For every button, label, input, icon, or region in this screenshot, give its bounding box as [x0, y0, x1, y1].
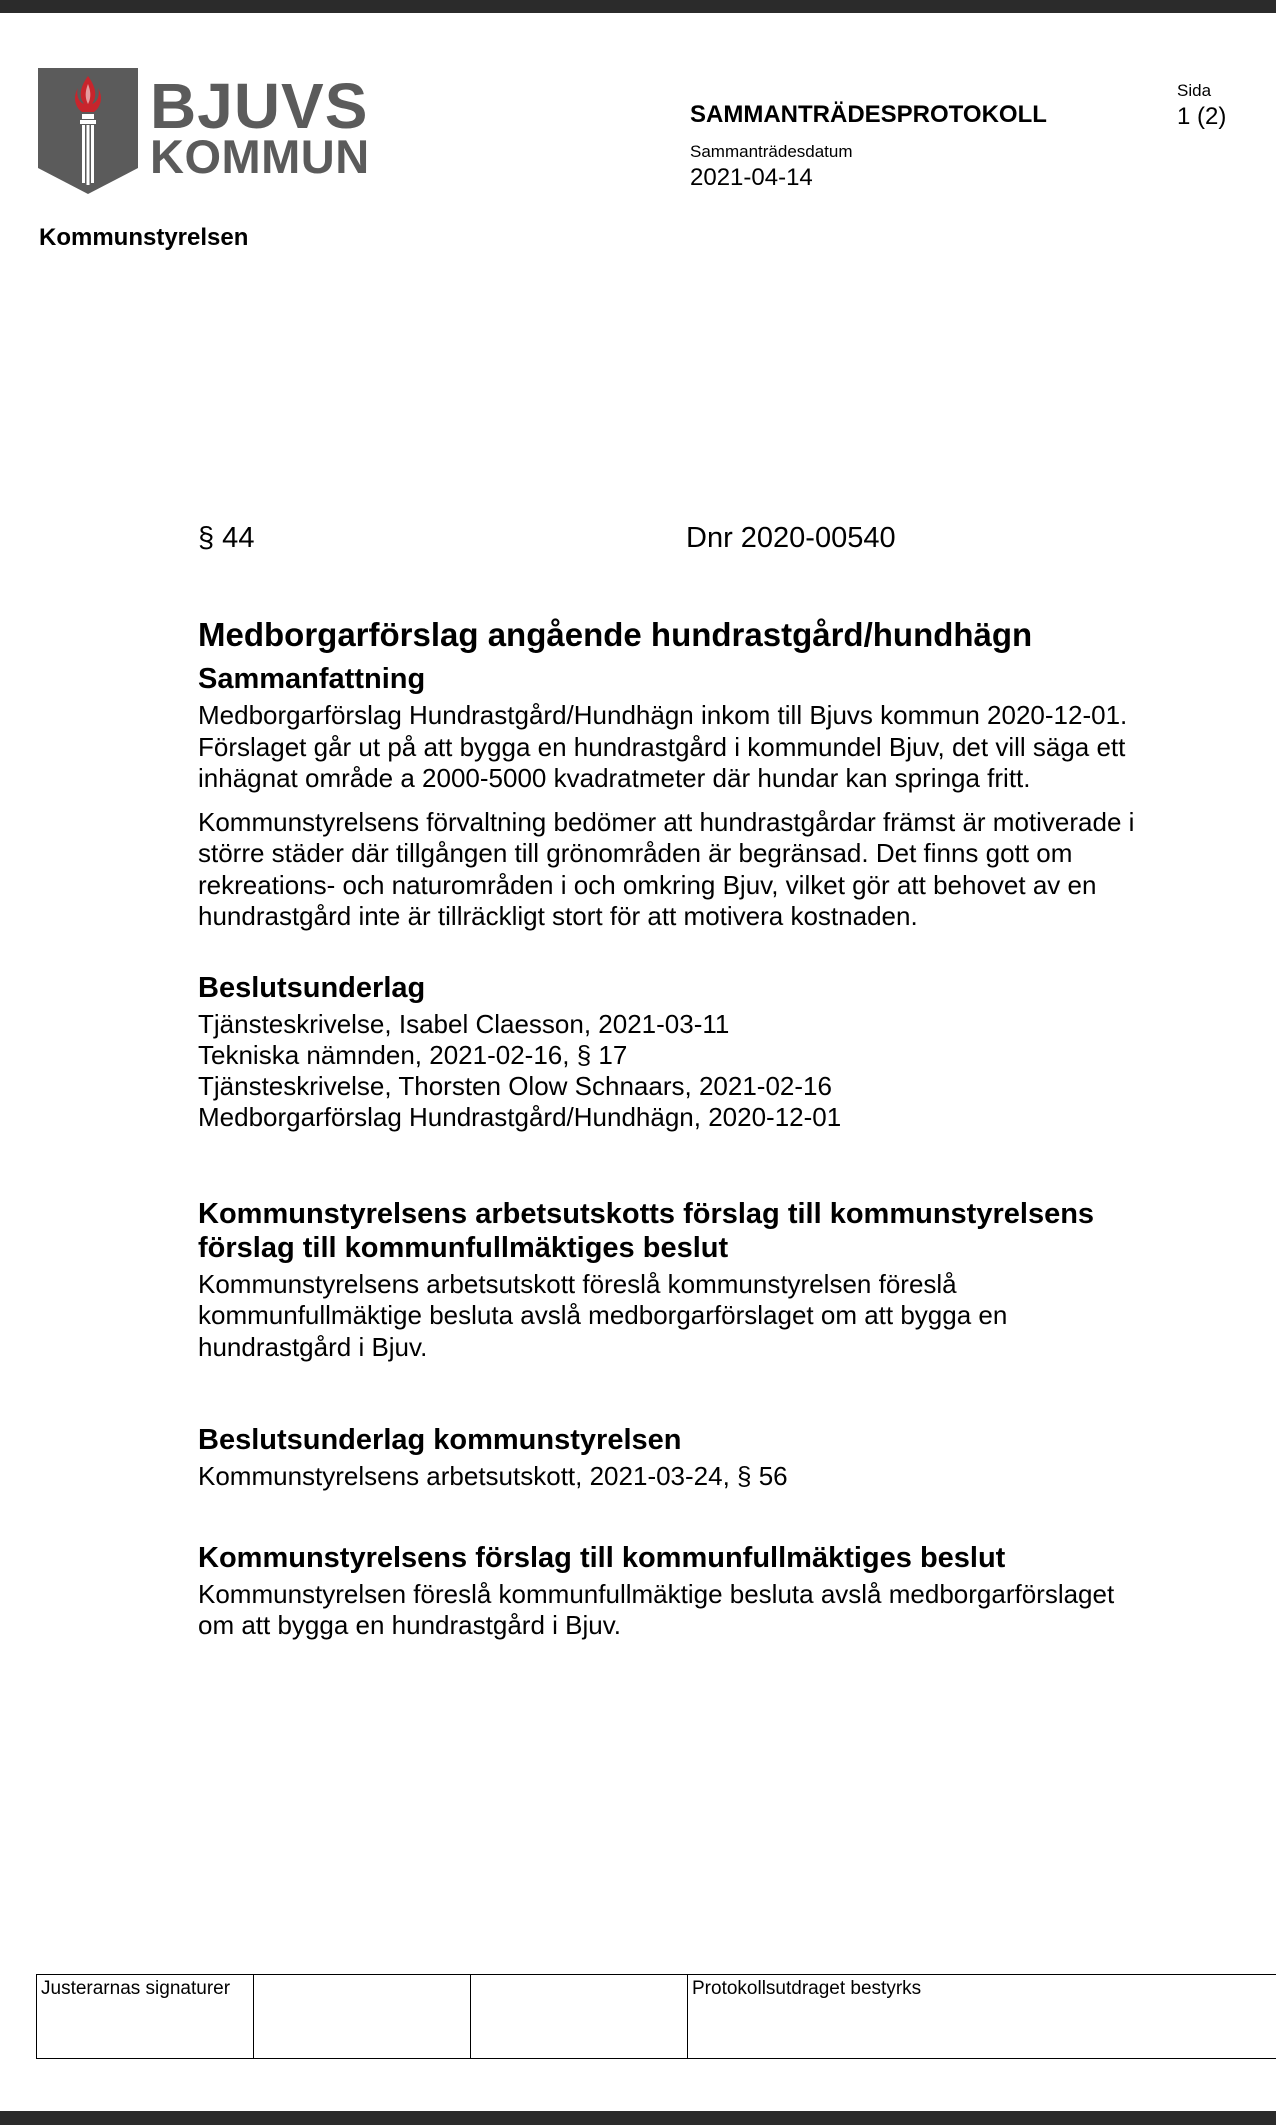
logo-text-bjuvs: BJUVS: [150, 70, 369, 142]
case-title: Medborgarförslag angående hundrastgård/hundhägn: [198, 616, 1033, 653]
decision-basis-list: [198, 1009, 1138, 1133]
signatures-cell: [37, 1975, 254, 2058]
bottom-border: [0, 2111, 1276, 2125]
document-body: [198, 614, 1138, 1642]
meeting-date: 2021-04-14: [690, 164, 813, 191]
signature-table: [36, 1974, 1276, 2059]
coat-of-arms-icon: [38, 68, 138, 194]
certification-cell: [688, 1975, 1276, 2058]
signature-cell: [254, 1975, 471, 2058]
summary-paragraph-2: Kommunstyrelsens förvaltning bedömer att hundrastgårdar främst är motiverade i större städer där tillgången till grönområden är begränsad. Det finns gott om rekreations- och naturområden i och omkring Bjuv, vilket gör att behovet av en hundrastgård inte är tillräckligt stort för att motivera kostnaden.: [198, 806, 1135, 931]
municipality-logo: [38, 68, 370, 196]
paragraph-number: § 44: [198, 522, 255, 554]
summary-heading: Sammanfattning: [198, 663, 426, 695]
signature-cell: [471, 1975, 688, 2058]
certification-label: Protokollsutdraget bestyrks: [692, 1978, 922, 1999]
list-item: Tjänsteskrivelse, Thorsten Olow Schnaars, 2021-02-16: [198, 1070, 832, 1101]
working-committee-heading: Kommunstyrelsens arbetsutskotts förslag till kommunstyrelsens förslag till kommunfullmäktiges beslut: [198, 1197, 1095, 1264]
signatures-label: Justerarnas signaturer: [41, 1978, 231, 1999]
board-basis-text: Kommunstyrelsens arbetsutskott, 2021-03-24, § 56: [198, 1461, 788, 1491]
working-committee-proposal: Kommunstyrelsens arbetsutskott föreslå kommunstyrelsen föreslå kommunfullmäktige besluta avslå medborgarförslaget om att bygga en hundrastgård i Bjuv.: [198, 1268, 1008, 1362]
board-proposal-text: Kommunstyrelsen föreslå kommunfullmäktige besluta avslå medborgarförslaget om att bygga en hundrastgård i Bjuv.: [198, 1578, 1115, 1640]
summary-paragraph-1: Medborgarförslag Hundrastgård/Hundhägn inkom till Bjuvs kommun 2020-12-01. Förslaget går ut på att bygga en hundrastgård i kommundel Bjuv, det vill säga ett inhägnat område a 2000-5000 kvadratmeter där hundar kan springa fritt.: [198, 700, 1128, 793]
document-type: SAMMANTRÄDESPROTOKOLL: [690, 101, 1047, 128]
page-number: 1 (2): [1177, 103, 1227, 130]
logo-text-kommun: KOMMUN: [150, 130, 370, 183]
board-proposal-heading: Kommunstyrelsens förslag till kommunfullmäktiges beslut: [198, 1541, 1006, 1574]
meeting-date-label: Sammanträdesdatum: [690, 142, 853, 161]
list-item: Tjänsteskrivelse, Isabel Claesson, 2021-03-11: [198, 1008, 730, 1039]
page-label: Sida: [1177, 81, 1212, 100]
decision-basis-heading: Beslutsunderlag: [198, 971, 426, 1004]
organization-name: Kommunstyrelsen: [39, 224, 249, 251]
list-item: Medborgarförslag Hundrastgård/Hundhägn, 2020-12-01: [198, 1101, 842, 1132]
case-number: Dnr 2020-00540: [686, 522, 896, 554]
top-border: [0, 0, 1276, 13]
list-item: Tekniska nämnden, 2021-02-16, § 17: [198, 1039, 628, 1070]
board-basis-heading: Beslutsunderlag kommunstyrelsen: [198, 1424, 682, 1456]
